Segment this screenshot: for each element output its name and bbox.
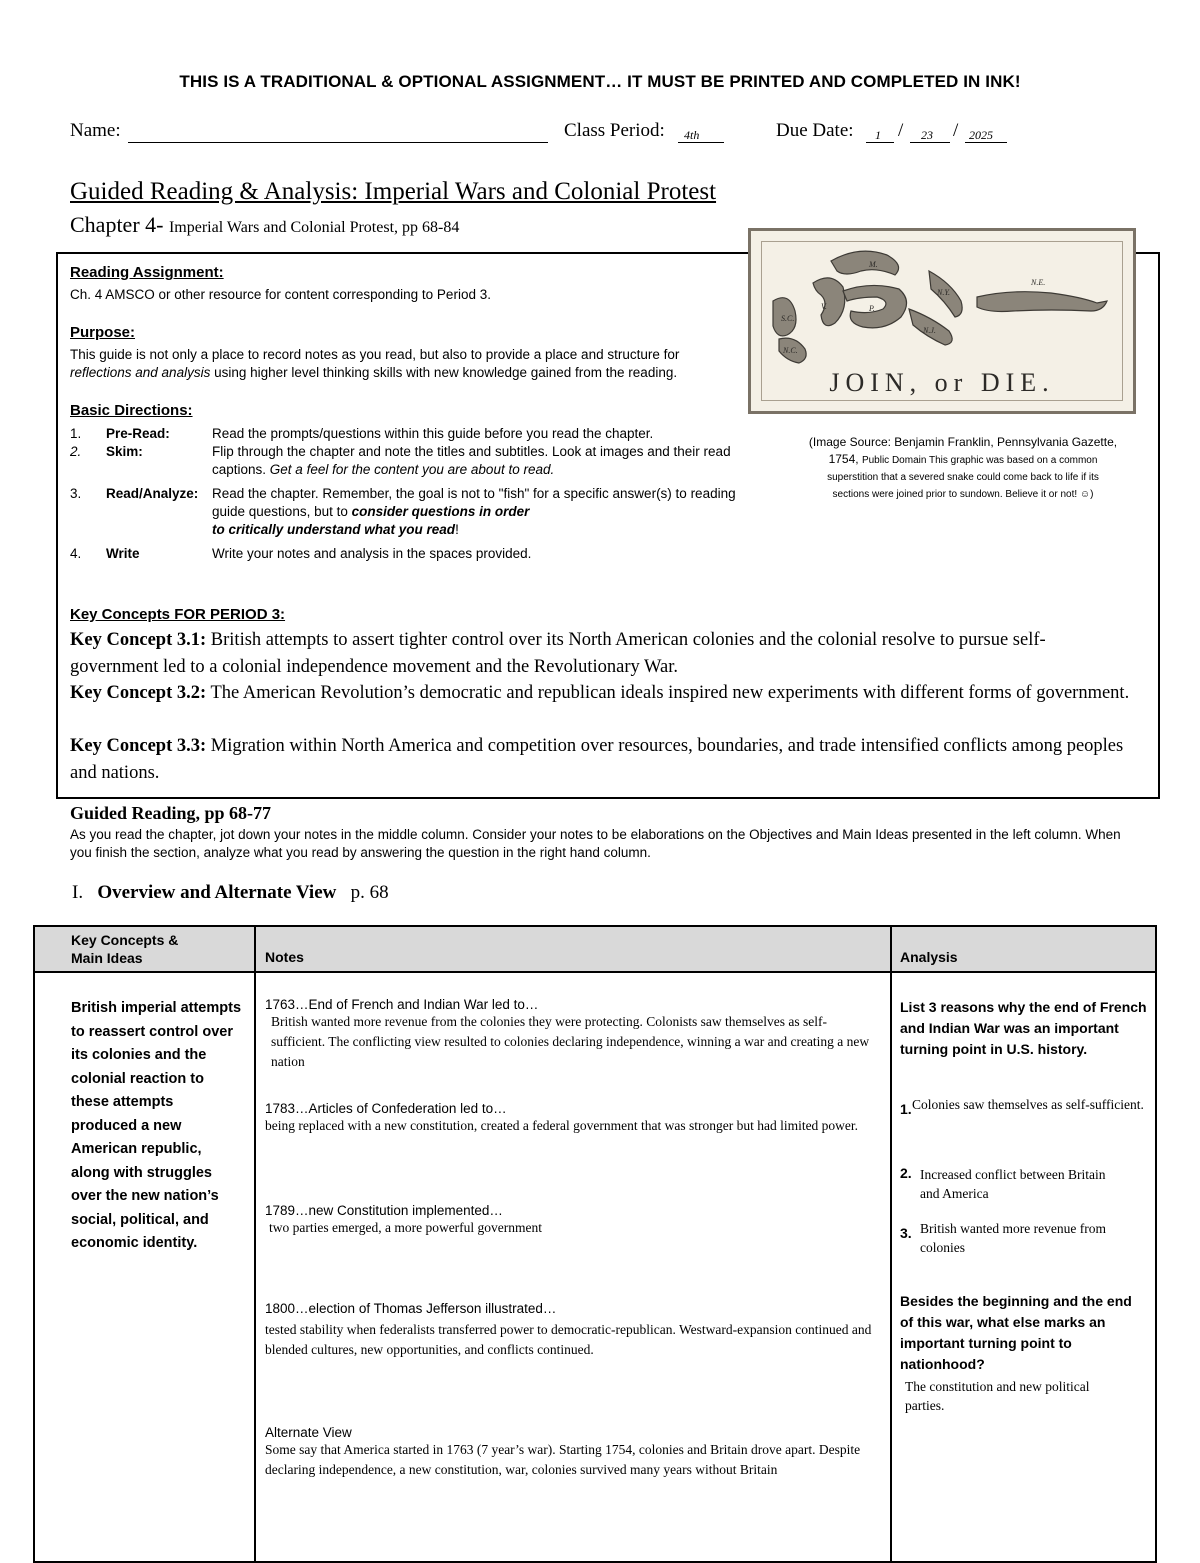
caption-line-2: Public Domain This graphic was based on a common <box>861 455 1098 466</box>
direction-term: Write <box>106 546 140 561</box>
notes-table <box>33 925 1157 1563</box>
caption-line-1: (Image Source: Benjamin Franklin, Pennsylvania Gazette, <box>808 435 1118 449</box>
snake-segment-ne <box>977 292 1107 312</box>
direction-item <box>70 545 750 563</box>
label-sc: S.C. <box>781 314 795 323</box>
snake-segment-m <box>831 251 899 275</box>
purpose-text <box>70 346 750 382</box>
due-date-label: Due Date: <box>776 120 854 141</box>
note-prompt: 1789…new Constitution implemented… <box>265 1203 503 1218</box>
purpose-heading: Purpose: <box>70 324 136 341</box>
due-year-field[interactable] <box>965 120 1007 143</box>
note-prompt: 1763…End of French and Indian War led to… <box>265 997 539 1012</box>
label-v: V. <box>821 302 827 311</box>
table-body-row <box>34 972 1156 1562</box>
note-answer: Some say that America started in 1763 (7 year’s war). Starting 1754, colonies and Britain drove apart. Despite declaring independence, a new constitution, war, colonies survived many years without Britain <box>265 1442 861 1477</box>
direction-text: Flip through the chapter and note the titles and subtitles. Look at images and their read captions. <box>212 444 731 477</box>
assignment-banner: THIS IS A TRADITIONAL & OPTIONAL ASSIGNMENT… IT MUST BE PRINTED AND COMPLETED IN INK! <box>179 72 1021 91</box>
snake-segment-v <box>813 278 845 326</box>
analysis-answer <box>900 1165 1150 1203</box>
purpose-italic: reflections and analysis <box>70 365 211 380</box>
join-or-die-image <box>748 228 1136 414</box>
note-prompt: 1783…Articles of Confederation led to… <box>265 1101 507 1116</box>
direction-text: Read the prompts/questions within this guide before you read the chapter. <box>212 426 654 441</box>
key-concept-label: Key Concept 3.3: <box>70 736 207 756</box>
direction-number: 2. <box>70 444 82 459</box>
answer-number: 3. <box>900 1225 912 1241</box>
key-concept <box>70 627 1130 680</box>
caption-line-4: sections were joined prior to sundown. Believe it or not! ☺) <box>832 489 1094 500</box>
class-period-label: Class Period: <box>564 120 665 141</box>
answer-number: 1. <box>900 1101 912 1117</box>
key-concept-text: Migration within North America and competition over resources, boundaries, and trade intensified conflicts among peoples and nations. <box>70 736 1124 783</box>
reading-assignment-text: Ch. 4 AMSCO or other resource for content corresponding to Period 3. <box>70 287 491 302</box>
header-fields <box>70 120 1150 150</box>
direction-item <box>70 425 750 443</box>
basic-directions-heading: Basic Directions: <box>70 402 193 419</box>
header-notes-label: Notes <box>265 949 304 965</box>
note-prompt: Alternate View <box>265 1425 352 1440</box>
key-concept-text: British attempts to assert tighter control over its North American colonies and the colonial resolve to pursue self-government led to a colonial independence movement and the Revolutionary War. <box>70 630 1046 677</box>
header-notes <box>255 926 891 972</box>
due-month-value: 1 <box>875 128 881 142</box>
name-label: Name: <box>70 120 121 141</box>
main-idea-cell <box>34 972 255 1562</box>
key-concept-label: Key Concept 3.1: <box>70 630 207 650</box>
direction-item <box>70 485 750 539</box>
analysis-question: List 3 reasons why the end of French and Indian War was an important turning point in U.S. history. <box>900 999 1147 1057</box>
note-prompt: 1800…election of Thomas Jefferson illustrated… <box>265 1301 557 1316</box>
label-ne: N.E. <box>1031 278 1046 287</box>
direction-italic: Get a feel for the content you are about to read. <box>266 462 555 477</box>
note-answer: British wanted more revenue from the colonies they were protecting. Colonists saw themselves as self-sufficient. The conflicting view resulted to colonies declaring independence, winning a war and creating a new nation <box>271 1014 870 1069</box>
direction-text: Write your notes and analysis in the spaces provided. <box>212 546 532 561</box>
direction-emphasis: consider questions in order <box>351 504 530 519</box>
analysis-answer <box>900 1095 1150 1117</box>
direction-number: 1. <box>70 426 82 441</box>
analysis-cell[interactable] <box>891 972 1156 1562</box>
note-answer: being replaced with a new constitution, created a federal government that was stronger but had limited power. <box>265 1118 859 1133</box>
note-block <box>265 1301 880 1360</box>
note-block <box>265 997 880 1072</box>
section-heading <box>72 882 389 904</box>
label-ny: N.Y. <box>937 288 951 297</box>
due-month-field[interactable] <box>866 120 894 143</box>
caption-year: 1754, <box>828 452 859 466</box>
join-or-die-text: JOIN, or DIE. <box>829 368 1055 397</box>
purpose-line-1: This guide is not only a place to record notes as you read, but also to provide a place and structure for <box>70 347 680 362</box>
answer-text: Increased conflict between Britain and America <box>920 1167 1106 1201</box>
analysis-question: Besides the beginning and the end of this war, what else marks an important turning point to nationhood? <box>900 1293 1132 1372</box>
label-p: P. <box>869 304 875 313</box>
label-nc: N.C. <box>783 346 798 355</box>
chapter-heading <box>70 212 459 238</box>
analysis-answer-text: The constitution and new political parties. <box>905 1379 1090 1413</box>
key-concepts-heading: Key Concepts FOR PERIOD 3: <box>70 606 286 623</box>
main-idea-text: British imperial attempts to reassert control over its colonies and the colonial reaction to these attempts produced a new American republic, along with struggles over the new nation’s social, political, and economic identity. <box>71 1000 242 1251</box>
header-concepts-line-1: Key Concepts & <box>71 932 179 948</box>
table-header-row <box>34 926 1156 972</box>
direction-emphasis: to critically understand what you read <box>212 522 456 537</box>
due-day-field[interactable] <box>910 120 950 143</box>
due-year-value: 2025 <box>969 128 993 142</box>
name-field[interactable] <box>128 120 548 143</box>
note-block <box>265 1425 880 1480</box>
header-concepts-line-2: Main Ideas <box>71 950 143 966</box>
guided-reading-instructions: As you read the chapter, jot down your notes in the middle column. Consider your notes to be elaborations on the Objectives and Main Ideas presented in the left column. When you finish the section, analyze what you read by answering the question in the right hand column. <box>70 827 1121 860</box>
direction-item <box>70 443 750 479</box>
key-concept <box>70 680 1130 707</box>
analysis-answer <box>900 1219 1150 1257</box>
notes-cell[interactable] <box>255 972 891 1562</box>
direction-term: Read/Analyze: <box>106 486 199 501</box>
section-number: I. <box>72 882 84 903</box>
date-slash: / <box>898 120 904 141</box>
reading-assignment-heading: Reading Assignment: <box>70 264 224 281</box>
caption-line-3: superstition that a severed snake could come back to life if its <box>827 472 1099 483</box>
direction-term: Skim: <box>106 444 143 459</box>
direction-term: Pre-Read: <box>106 426 170 441</box>
key-concept <box>70 733 1130 786</box>
snake-illustration <box>751 231 1133 411</box>
note-block <box>265 1101 880 1136</box>
direction-number: 3. <box>70 486 82 501</box>
chapter-label: Chapter 4- <box>70 212 164 237</box>
class-period-value: 4th <box>684 128 700 142</box>
direction-number: 4. <box>70 546 82 561</box>
chapter-subtitle: Imperial Wars and Colonial Protest, pp 68-84 <box>168 219 460 236</box>
note-block <box>265 1203 880 1238</box>
header-concepts <box>34 926 255 972</box>
header-analysis <box>891 926 1156 972</box>
page-title: Guided Reading & Analysis: Imperial Wars and Colonial Protest <box>70 178 717 205</box>
direction-end: ! <box>455 522 459 537</box>
image-caption <box>783 434 1143 503</box>
class-period-field[interactable] <box>678 120 724 143</box>
answer-text: Colonies saw themselves as self-sufficient. <box>912 1097 1144 1112</box>
purpose-line-2: using higher level thinking skills with new knowledge gained from the reading. <box>210 365 678 380</box>
label-m: M. <box>869 260 878 269</box>
section-title: Overview and Alternate View <box>97 882 337 903</box>
section-page: p. 68 <box>350 882 389 903</box>
key-concept-label: Key Concept 3.2: <box>70 683 207 703</box>
label-nj: N.J. <box>923 326 936 335</box>
key-concept-text: The American Revolution’s democratic and republican ideals inspired new experiments with different forms of government. <box>206 683 1130 703</box>
guided-reading-title: Guided Reading, pp 68-77 <box>70 803 272 823</box>
note-answer: two parties emerged, a more powerful government <box>269 1220 543 1235</box>
date-slash: / <box>953 120 959 141</box>
direction-text: Read the chapter. Remember, the goal is not to "fish" for a specific answer(s) to reading guide questions, but to <box>212 486 736 519</box>
answer-number: 2. <box>900 1165 912 1181</box>
note-answer: tested stability when federalists transferred power to democratic-republican. Westward-expansion continued and blended cultures, new opportunities, and conflicts continued. <box>265 1322 872 1357</box>
answer-text: British wanted more revenue from colonies <box>920 1221 1106 1255</box>
header-analysis-label: Analysis <box>900 949 958 965</box>
due-day-value: 23 <box>921 128 933 142</box>
